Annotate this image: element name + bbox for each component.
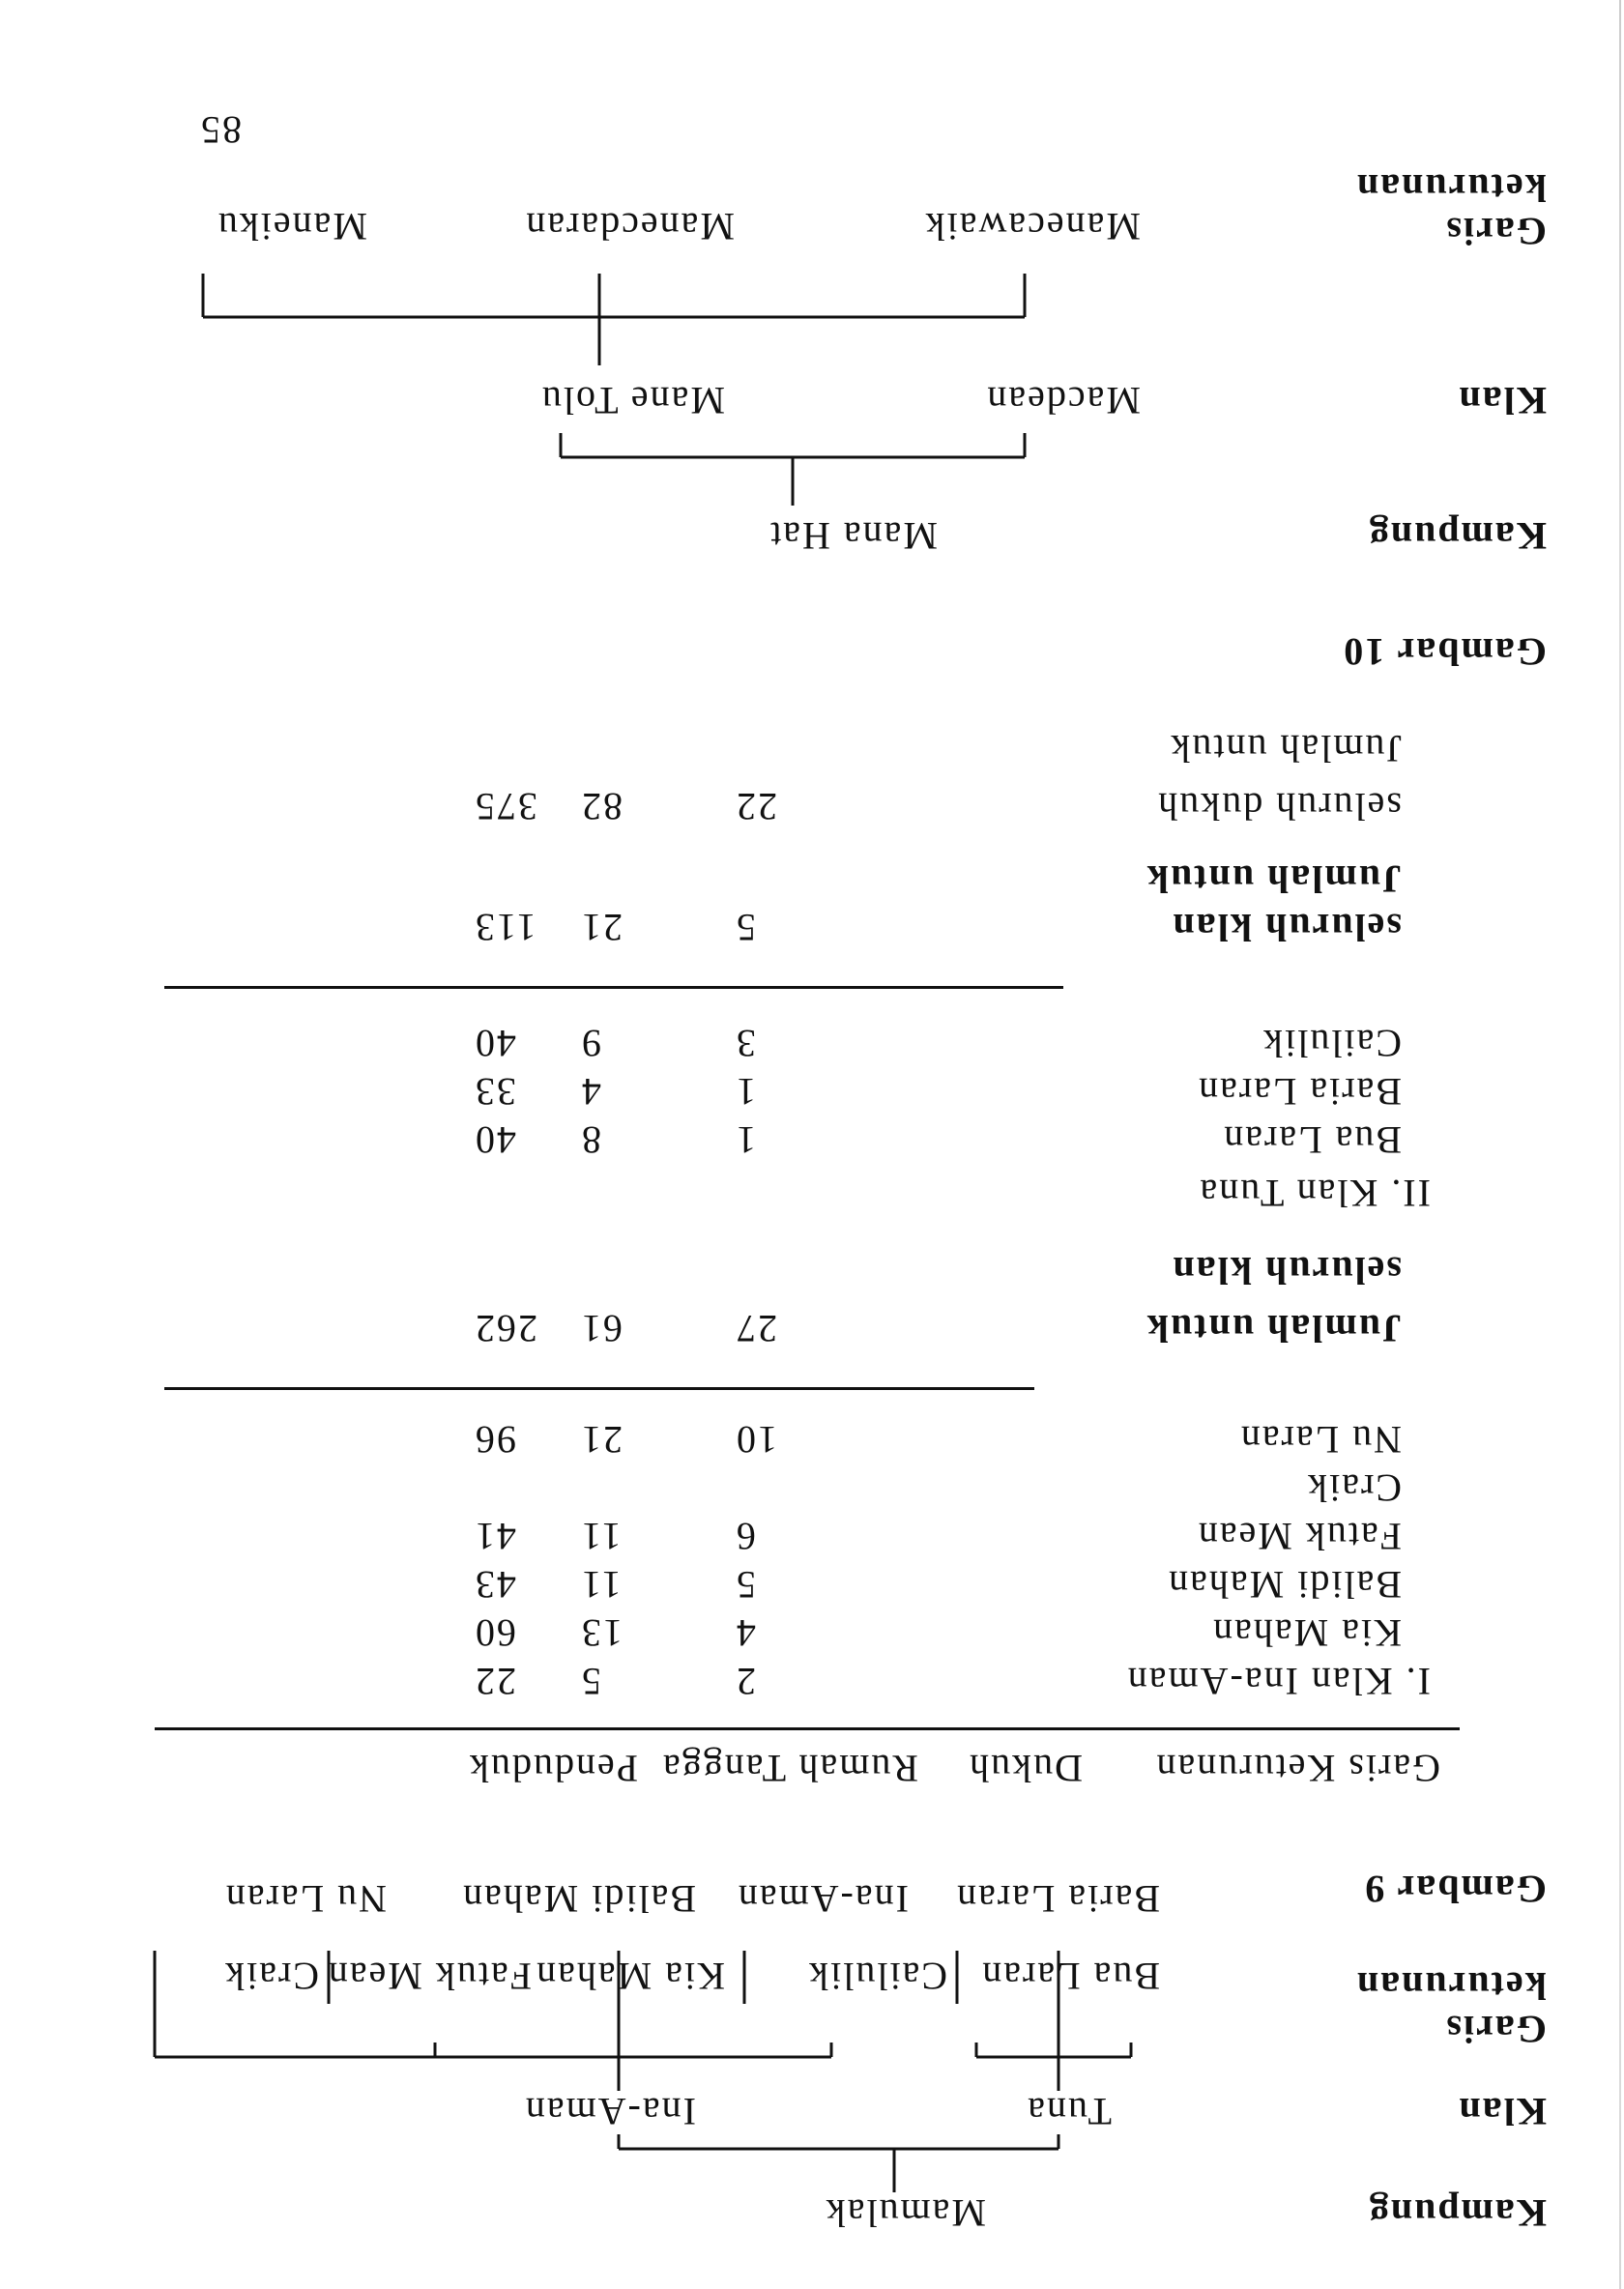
fig10-lineage-manecdaran: Manecdaran [524,205,735,248]
fig10-lineage-manecawaik: Manecawaik [923,205,1141,248]
section2-total-penduduk: 113 [474,906,536,949]
fig9-clan-ina-aman: Ina-Aman [523,2090,696,2133]
section2-total-label-1: Jumlah untuk [1145,857,1402,901]
table-row-name: Nu Laran [1238,1418,1402,1462]
table-row-name: Balidi Mahan [1167,1563,1402,1607]
table-row-name: Baria Laran [1197,1070,1402,1114]
header-dukuh: Dukuh [968,1747,1083,1790]
table-row-penduduk: 60 [474,1611,516,1655]
section1-total-label-2: seluruh klan [1171,1249,1402,1292]
table-row-dukuh: 3 [735,1022,756,1065]
fig10-village: Mana Hat [768,514,938,558]
section1-total-dukuh: 27 [735,1307,777,1350]
fig9-label-garis: Garis [1444,2008,1547,2051]
table-row-dukuh: 1 [735,1070,756,1114]
table-row-name: Craik [1306,1466,1402,1510]
fig10-label-keturunan: keturunan [1354,166,1547,210]
table-row-penduduk: 22 [474,1660,516,1703]
table-row-rumah: 21 [580,1418,623,1462]
fig9-lineage-craik: Craik [223,1955,319,1998]
table-row-penduduk: 96 [474,1418,516,1462]
grand-total-label-1: Jumlah untuk [1169,727,1402,770]
fig9-title: Gambar 9 [1363,1868,1547,1911]
table-row-rumah: 4 [580,1070,601,1114]
section2-total-label-2: seluruh klan [1171,906,1402,949]
table-row-dukuh: 5 [735,1563,756,1607]
table-row-name: Bua Laran [1222,1118,1402,1162]
table-row-name: I. Klan Ina-Aman [1125,1660,1431,1703]
section2-total-dukuh: 5 [735,906,756,949]
table-row-rumah: 13 [580,1611,623,1655]
table-row-rumah: 11 [580,1515,622,1558]
fig9-label-kampung: Kampung [1367,2191,1547,2235]
fig9-village: Mamulak [824,2191,986,2235]
table-row-penduduk: 40 [474,1022,516,1065]
fig9-bottom-ina-aman: Ina-Aman [736,1877,909,1921]
header-garis-keturunan: Garis Keturunan [1154,1747,1440,1790]
table-row-name: Kia Mahan [1211,1611,1402,1655]
fig10-title: Gambar 10 [1342,630,1547,674]
page-number: 85 [199,108,242,152]
fig10-clan-mane-tolu: Mane Tolu [539,379,725,422]
table-row-dukuh: 1 [735,1118,756,1162]
table-row-rumah: 11 [580,1563,622,1607]
table-row-dukuh: 2 [735,1660,756,1703]
table-row-penduduk: 40 [474,1118,516,1162]
table-row-name: Fatuk Mean [1196,1515,1402,1558]
grand-total-label-2: seluruh dukuh [1156,785,1402,828]
section1-total-penduduk: 262 [474,1307,537,1350]
table-row-rumah: 5 [580,1660,601,1703]
fig9-bottom-balidi-mahan: Balidi Mahan [461,1877,696,1921]
table-row-penduduk: 43 [474,1563,516,1607]
grand-total-penduduk: 375 [474,785,537,828]
table-row-rumah: 9 [580,1022,601,1065]
fig9-bottom-nu-laran: Nu Laran [223,1877,387,1921]
fig10-label-klan: Klan [1457,379,1547,422]
fig10-label-kampung: Kampung [1367,514,1547,558]
fig9-clan-tuna: Tuna [1026,2090,1112,2133]
fig10-lineage-maneiku: Maneiku [216,205,367,248]
fig9-lineage-fatuk-mean: Fatuk Mean [326,1955,532,1998]
table-row-dukuh: 4 [735,1611,756,1655]
fig9-label-keturunan: keturunan [1354,1964,1547,2008]
section2-heading: II. Klan Tuna [1198,1172,1431,1215]
header-penduduk: Penduduk [468,1747,638,1790]
grand-total-rumah: 82 [580,785,623,828]
table-row-dukuh: 10 [735,1418,777,1462]
fig9-lineage-bua-laran: Bua Laran [980,1955,1160,1998]
table-row-penduduk: 33 [474,1070,516,1114]
grand-total-dukuh: 22 [735,785,777,828]
table-row-name: Cailulik [1262,1022,1402,1065]
fig9-label-klan: Klan [1457,2090,1547,2133]
fig9-lineage-cailulik: Cailulik [807,1955,947,1998]
table-row-penduduk: 41 [474,1515,516,1558]
table-row-dukuh: 6 [735,1515,756,1558]
section2-total-rumah: 21 [580,906,623,949]
section1-total-label-1: Jumlah untuk [1145,1307,1402,1350]
section1-total-rumah: 61 [580,1307,623,1350]
fig9-lineage-kia-mahan: Kia Mahan [535,1955,725,1998]
fig10-label-garis: Garis [1444,210,1547,253]
fig9-bottom-baria-laran: Baria Laran [955,1877,1160,1921]
fig10-clan-macdean: Macdean [985,379,1141,422]
header-rumah-tangga: Rumah Tangga [661,1747,918,1790]
table-row-rumah: 8 [580,1118,601,1162]
